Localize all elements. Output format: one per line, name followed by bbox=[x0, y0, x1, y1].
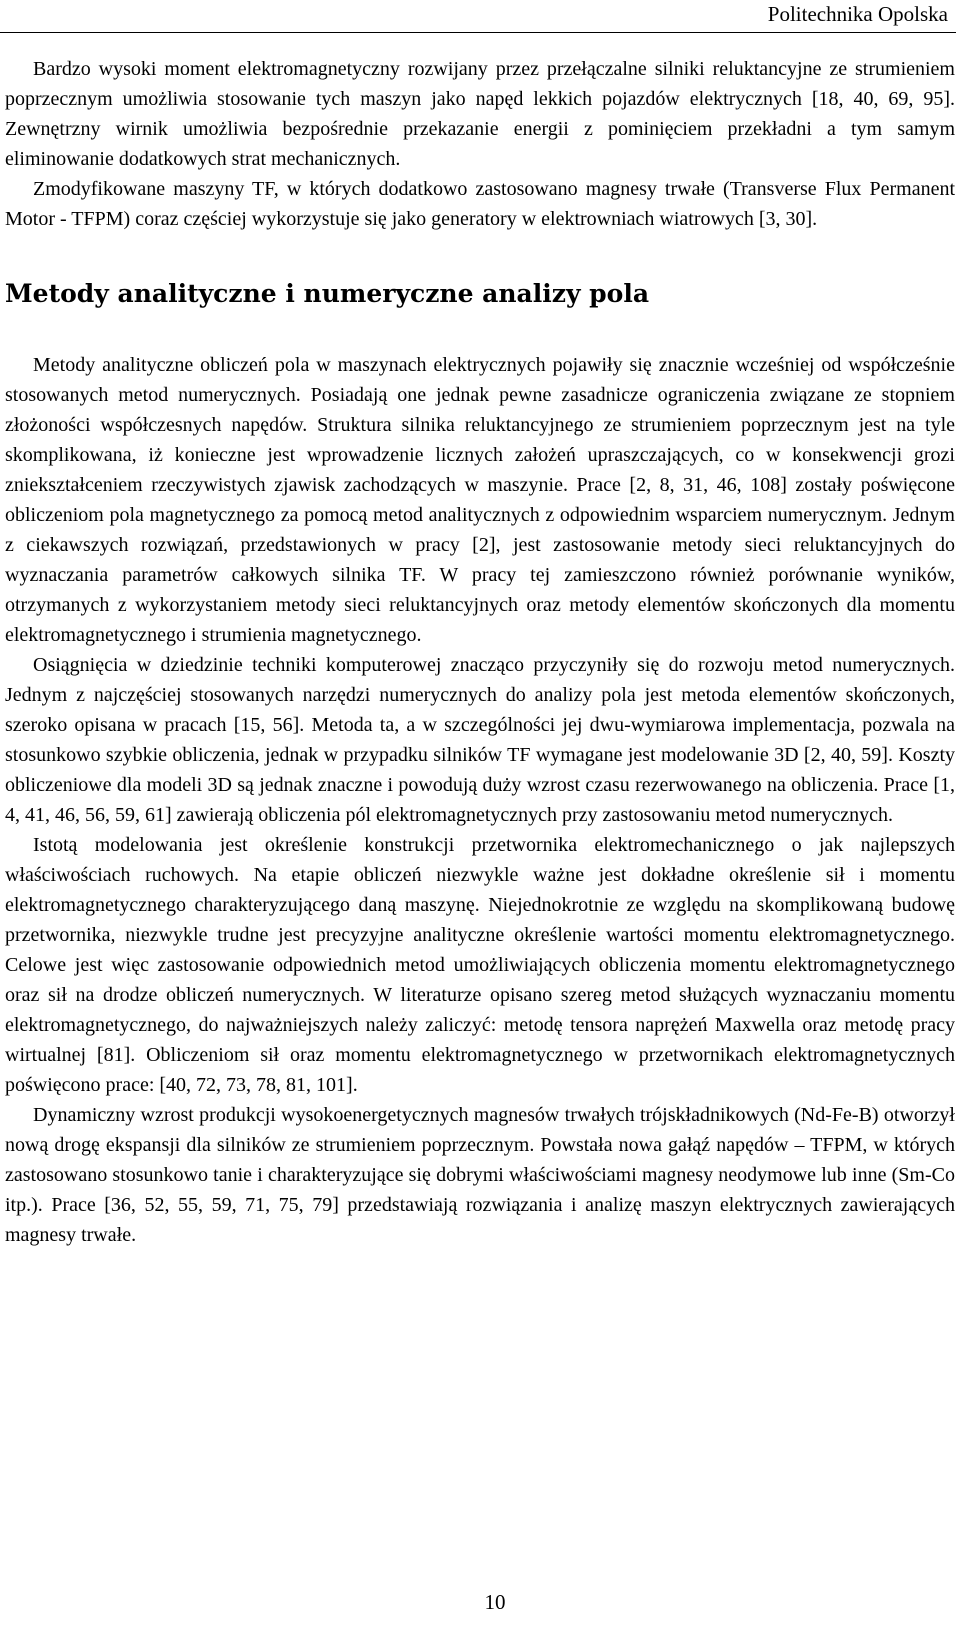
paragraph: Istotą modelowania jest określenie konstrukcji przetwornika elektromechanicznego o jak najlepszych właściwościach ruchowych. Na etapie obliczeń niezwykle ważne jest dokładne określenie sił i momentu elektromagnetycznego charakteryzującego daną maszynę. Niejednokrotnie ze względu na skomplikowaną budowę przetwornika, niezwykle trudne jest precyzyjne analityczne określenie wartości momentu elektromagnetycznego. Celowe jest więc zastosowanie odpowiednich metod umożliwiających obliczenia momentu elektromagnetycznego oraz sił na drodze obliczeń numerycznych. W literaturze opisano szereg metod służących wyznaczaniu momentu elektromagnetycznego, do najważniejszych należy zaliczyć: metodę tensora naprężeń Maxwella oraz metodę pracy wirtualnej [81]. Obliczeniom sił oraz momentu elektromagnetycznego w przetwornikach elektromagnetycznych poświęcono prace: [40, 72, 73, 78, 81, 101]. bbox=[5, 834, 955, 1096]
paragraph: Zmodyfikowane maszyny TF, w których dodatkowo zastosowano magnesy trwałe (Transverse Flux Permanent Motor - TFPM) coraz częściej wykorzystuje się jako generatory w elektrowniach wiatrowych [3, 30]. bbox=[5, 178, 955, 230]
paragraph: Osiągnięcia w dziedzinie techniki komputerowej znacząco przyczyniły się do rozwoju metod numerycznych. Jednym z najczęściej stosowanych narzędzi numerycznych do analizy pola jest metoda elementów skończonych, szeroko opisana w pracach [15, 56]. Metoda ta, a w szczególności jej dwu-wymiarowa implementacja, pozwala na stosunkowo szybkie obliczenia, jednak w przypadku silników TF wymagane jest modelowanie 3D [2, 40, 59]. Koszty obliczeniowe dla modeli 3D są jednak znaczne i powodują duży wzrost czasu rezerwowanego na obliczenia. Prace [1, 4, 41, 46, 56, 59, 61] zawierają obliczenia pól elektromagnetycznych przy zastosowaniu metod numerycznych. bbox=[5, 654, 955, 826]
paragraph: Metody analityczne obliczeń pola w maszynach elektrycznych pojawiły się znacznie wcześniej od współcześnie stosowanych metod numerycznych. Posiadają one jednak pewne zasadnicze ograniczenia związane ze stopniem złożoności współczesnych napędów. Struktura silnika reluktancyjnego ze strumieniem poprzecznym jest na tyle skomplikowana, iż konieczne jest wprowadzenie licznych założeń upraszczających, co w konsekwencji grozi zniekształceniem rzeczywistych zjawisk zachodzących w maszynie. Prace [2, 8, 31, 46, 108] zostały poświęcone obliczeniom pola magnetycznego za pomocą metod analitycznych z odpowiednim wsparciem numerycznym. Jednym z ciekawszych rozwiązań, przedstawionych w pracy [2], jest zastosowanie metody sieci reluktancyjnych do wyznaczania parametrów całkowych silnika TF. W pracy tej zamieszczono również porównanie wyników, otrzymanych z wykorzystaniem metody sieci reluktancyjnych oraz metody elementów skończonych dla momentu elektromagnetycznego i strumienia magnetycznego. bbox=[5, 354, 955, 646]
page-header bbox=[0, 0, 956, 33]
section-title: Metody analityczne i numeryczne analizy pola bbox=[5, 279, 650, 308]
paragraph: Bardzo wysoki moment elektromagnetyczny rozwijany przez przełączalne silniki reluktancyjne ze strumieniem poprzecznym umożliwia stosowanie tych maszyn jako napęd lekkich pojazdów elektrycznych [18, 40, 69, 95]. Zewnętrzny wirnik umożliwia bezpośrednie przekazanie energii z pominięciem przekładni a tym samym eliminowanie dodatkowych strat mechanicznych. bbox=[5, 58, 955, 170]
page-number: 10 bbox=[484, 1590, 506, 1614]
header-institution: Politechnika Opolska bbox=[767, 2, 948, 26]
paragraph: Dynamiczny wzrost produkcji wysokoenergetycznych magnesów trwałych trójskładnikowych (Nd-Fe-B) otworzył nową drogę ekspansji dla silników ze strumieniem poprzecznym. Powstała nowa gałąź napędów – TFPM, w których zastosowano stosunkowo tanie i charakteryzujące się dobrymi właściwościami magnesy neodymowe lub inne (Sm-Co itp.). Prace [36, 52, 55, 59, 71, 75, 79] przedstawiają rozwiązania i analizę maszyn elektrycznych zawierających magnesy trwałe. bbox=[5, 1104, 955, 1246]
document-body bbox=[5, 54, 955, 1250]
